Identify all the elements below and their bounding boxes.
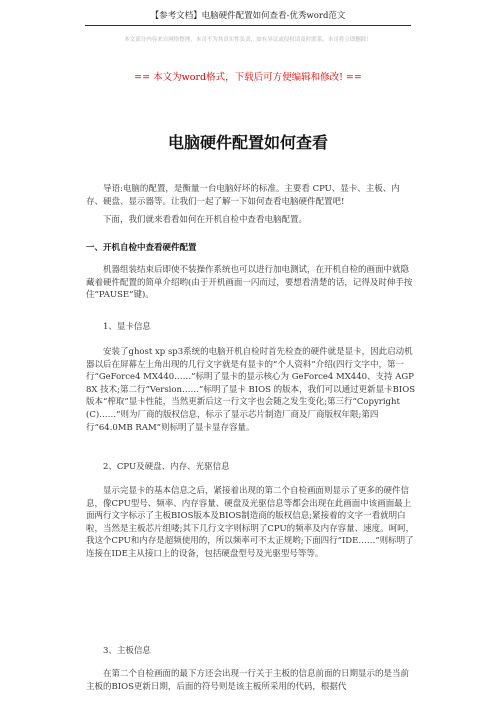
item-body-cpu (86, 485, 416, 561)
section-paragraph: 机器组装结束后即使不装操作系统也可以进行加电测试，在开机自检的画面中就隐藏着硬件配置的简单介绍哟(由于开机画面一闪而过，要想看清楚的话，记得及时伸手按住“PAUSE”键)。 (86, 265, 413, 301)
intro-paragraph-2: 下面，我们就来看看如何在开机自检中查看电脑配置。 (103, 215, 308, 226)
section-heading: 一、开机自检中查看硬件配置 (86, 243, 197, 253)
item-heading-cpu: 2、CPU及硬盘、内存、光驱信息 (103, 462, 230, 472)
item-body-graphics (86, 346, 416, 434)
item-heading-graphics: 1、显卡信息 (103, 322, 151, 332)
cpu-paragraph: 显示完显卡的基本信息之后，紧接着出现的第二个自检画面则显示了更多的硬件信息，像CPU型号、频率、内存容量、硬盘及光驱信息等都会出现在此画面中该画面最上面两行文字标示了主板BIOS版本及BIOS制造商的版权信息;紧接着的文字一看就明白啦，当然是主板芯片组喽;其下几行文字则标明了CPU的频率及内存容量、速度。呵呵，我这个CPU和内存是超频使用的，所以频率可不太正规哟;下面四行“IDE……”则标明了连接在IDE主从接口上的设备，包括硬盘型号及光驱型号等等。 (86, 486, 415, 559)
section-body (86, 264, 416, 302)
disclaimer-text: 本文部分内容来自网络整理，本司不为其真实性负责，如有异议或侵权请及时联系，本司将立即删除！ (124, 37, 372, 43)
format-notice: == 本文为word格式，下载后可方便编辑和修改! == (134, 72, 362, 83)
item-body-board (86, 668, 416, 693)
item-heading-board: 3、主板信息 (103, 646, 151, 656)
graphics-paragraph: 安装了ghost xp sp3系统的电脑开机自检时首先检查的硬件就是显卡，因此启动机器以后在屏幕左上角出现的几行文字就是有显卡的“个人资料”介绍(四行文字中，第一行“GeForce4 MX440……”标明了显卡的显示核心为 GeForce4 MX440、支持 AGP 8X 技术;第二行“Version……”标明了显卡 BIOS 的版本，我们可以通过更新显卡BIOS版本“榨取”显卡性能，当然更新后这一行文字也会随之发生变化;第三行“Copyright (C)……”则为厂商的版权信息，标示了显示芯片制造厂商及厂商版权年限;第四行“64.0MB RAM”则标明了显卡显存容量。 (86, 347, 416, 433)
intro-paragraph: 导语:电脑的配置，是衡量一台电脑好坏的标准。主要看 CPU、显卡、主板、内存、硬盘、显示器等。让我们一起了解一下如何查看电脑硬件配置吧! (86, 184, 400, 207)
document-title: 电脑硬件配置如何查看 (167, 133, 328, 152)
document-header: 【参考文档】电脑硬件配置如何查看-优秀word范文 (85, 10, 411, 26)
board-paragraph: 在第二个自检画面的最下方还会出现一行关于主板的信息前面的日期显示的是当前主板的BIOS更新日期，后面的符号则是该主板所采用的代码，根据代 (86, 669, 410, 692)
intro-section (86, 183, 416, 227)
